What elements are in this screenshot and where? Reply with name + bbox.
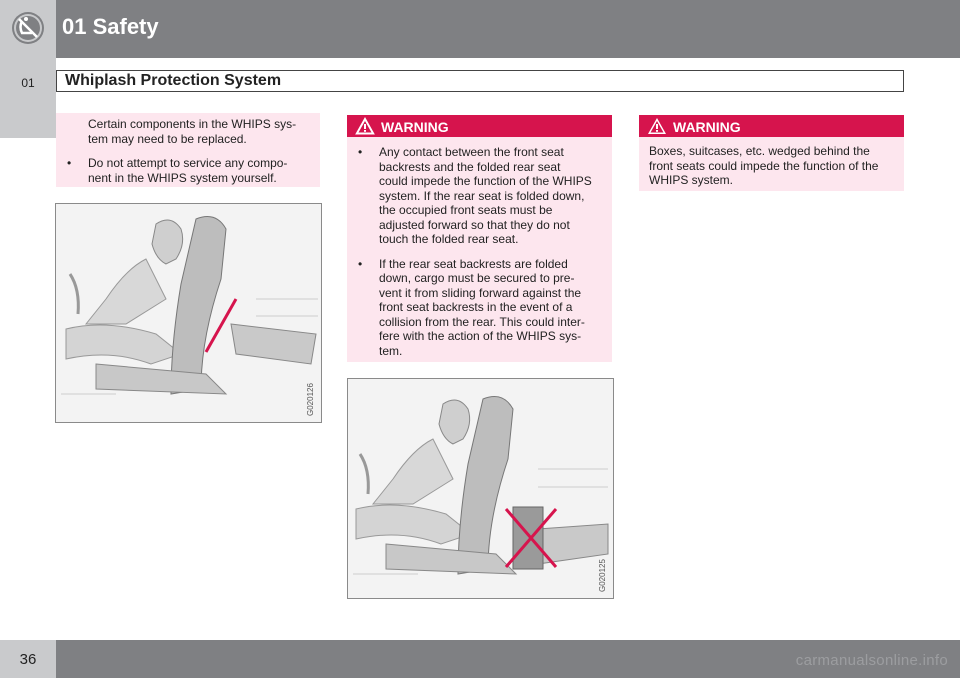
figure-seat-folded-rear-seat <box>55 203 322 423</box>
seat-illustration <box>348 379 613 598</box>
warning-box-middle <box>347 115 612 362</box>
seat-occupant-crossed-icon <box>0 0 56 58</box>
page-number: 36 <box>19 651 37 668</box>
section-header <box>56 70 904 92</box>
warning-triangle-icon <box>647 117 667 135</box>
warning-box-right <box>639 115 904 191</box>
bullet: • <box>67 156 72 170</box>
warning-triangle-icon <box>355 117 375 135</box>
figure-code: G020126 <box>306 383 315 416</box>
side-tab <box>0 58 56 138</box>
list-item-text: Any contact between the front seat backrests and the folded rear seat could impede the function of the WHIPS system. If the rear seat is folded down, the occupied front seats must be adjusted forward so that they do not touch the folded rear seat. <box>379 145 592 246</box>
bullet: • <box>358 256 363 271</box>
list-item-text: If the rear seat backrests are folded down, cargo must be secured to pre- vent it from sliding forward against the front seat backrests in the event of a collision from the rear. This could inter- fere with the action of the WHIPS sys- tem. <box>379 256 585 358</box>
watermark: carmanualsonline.info <box>795 652 948 669</box>
bullet: • <box>358 145 363 159</box>
warning-text: Boxes, suitcases, etc. wedged behind the front seats could impede the function of the WHIPS system. <box>649 144 879 187</box>
list-item <box>347 257 609 359</box>
continued-list-box <box>56 113 320 187</box>
chapter-icon-box <box>0 0 56 58</box>
list-item <box>56 156 316 185</box>
list-item: Certain components in the WHIPS sys- tem may need to be replaced. <box>88 117 297 146</box>
figure-code: G020125 <box>598 559 607 592</box>
warning-header <box>639 115 904 137</box>
list-item-text: Do not attempt to service any compo- nent in the WHIPS system yourself. <box>88 156 288 185</box>
warning-title: WARNING <box>381 119 449 135</box>
warning-header <box>347 115 612 137</box>
list-item <box>347 145 609 247</box>
seat-illustration <box>56 204 321 422</box>
section-title: Whiplash Protection System <box>65 72 282 89</box>
warning-title: WARNING <box>673 119 741 135</box>
chapter-title: 01 Safety <box>62 14 159 39</box>
figure-cargo-against-seat <box>347 378 614 599</box>
side-tab-label: 01 <box>21 76 35 90</box>
